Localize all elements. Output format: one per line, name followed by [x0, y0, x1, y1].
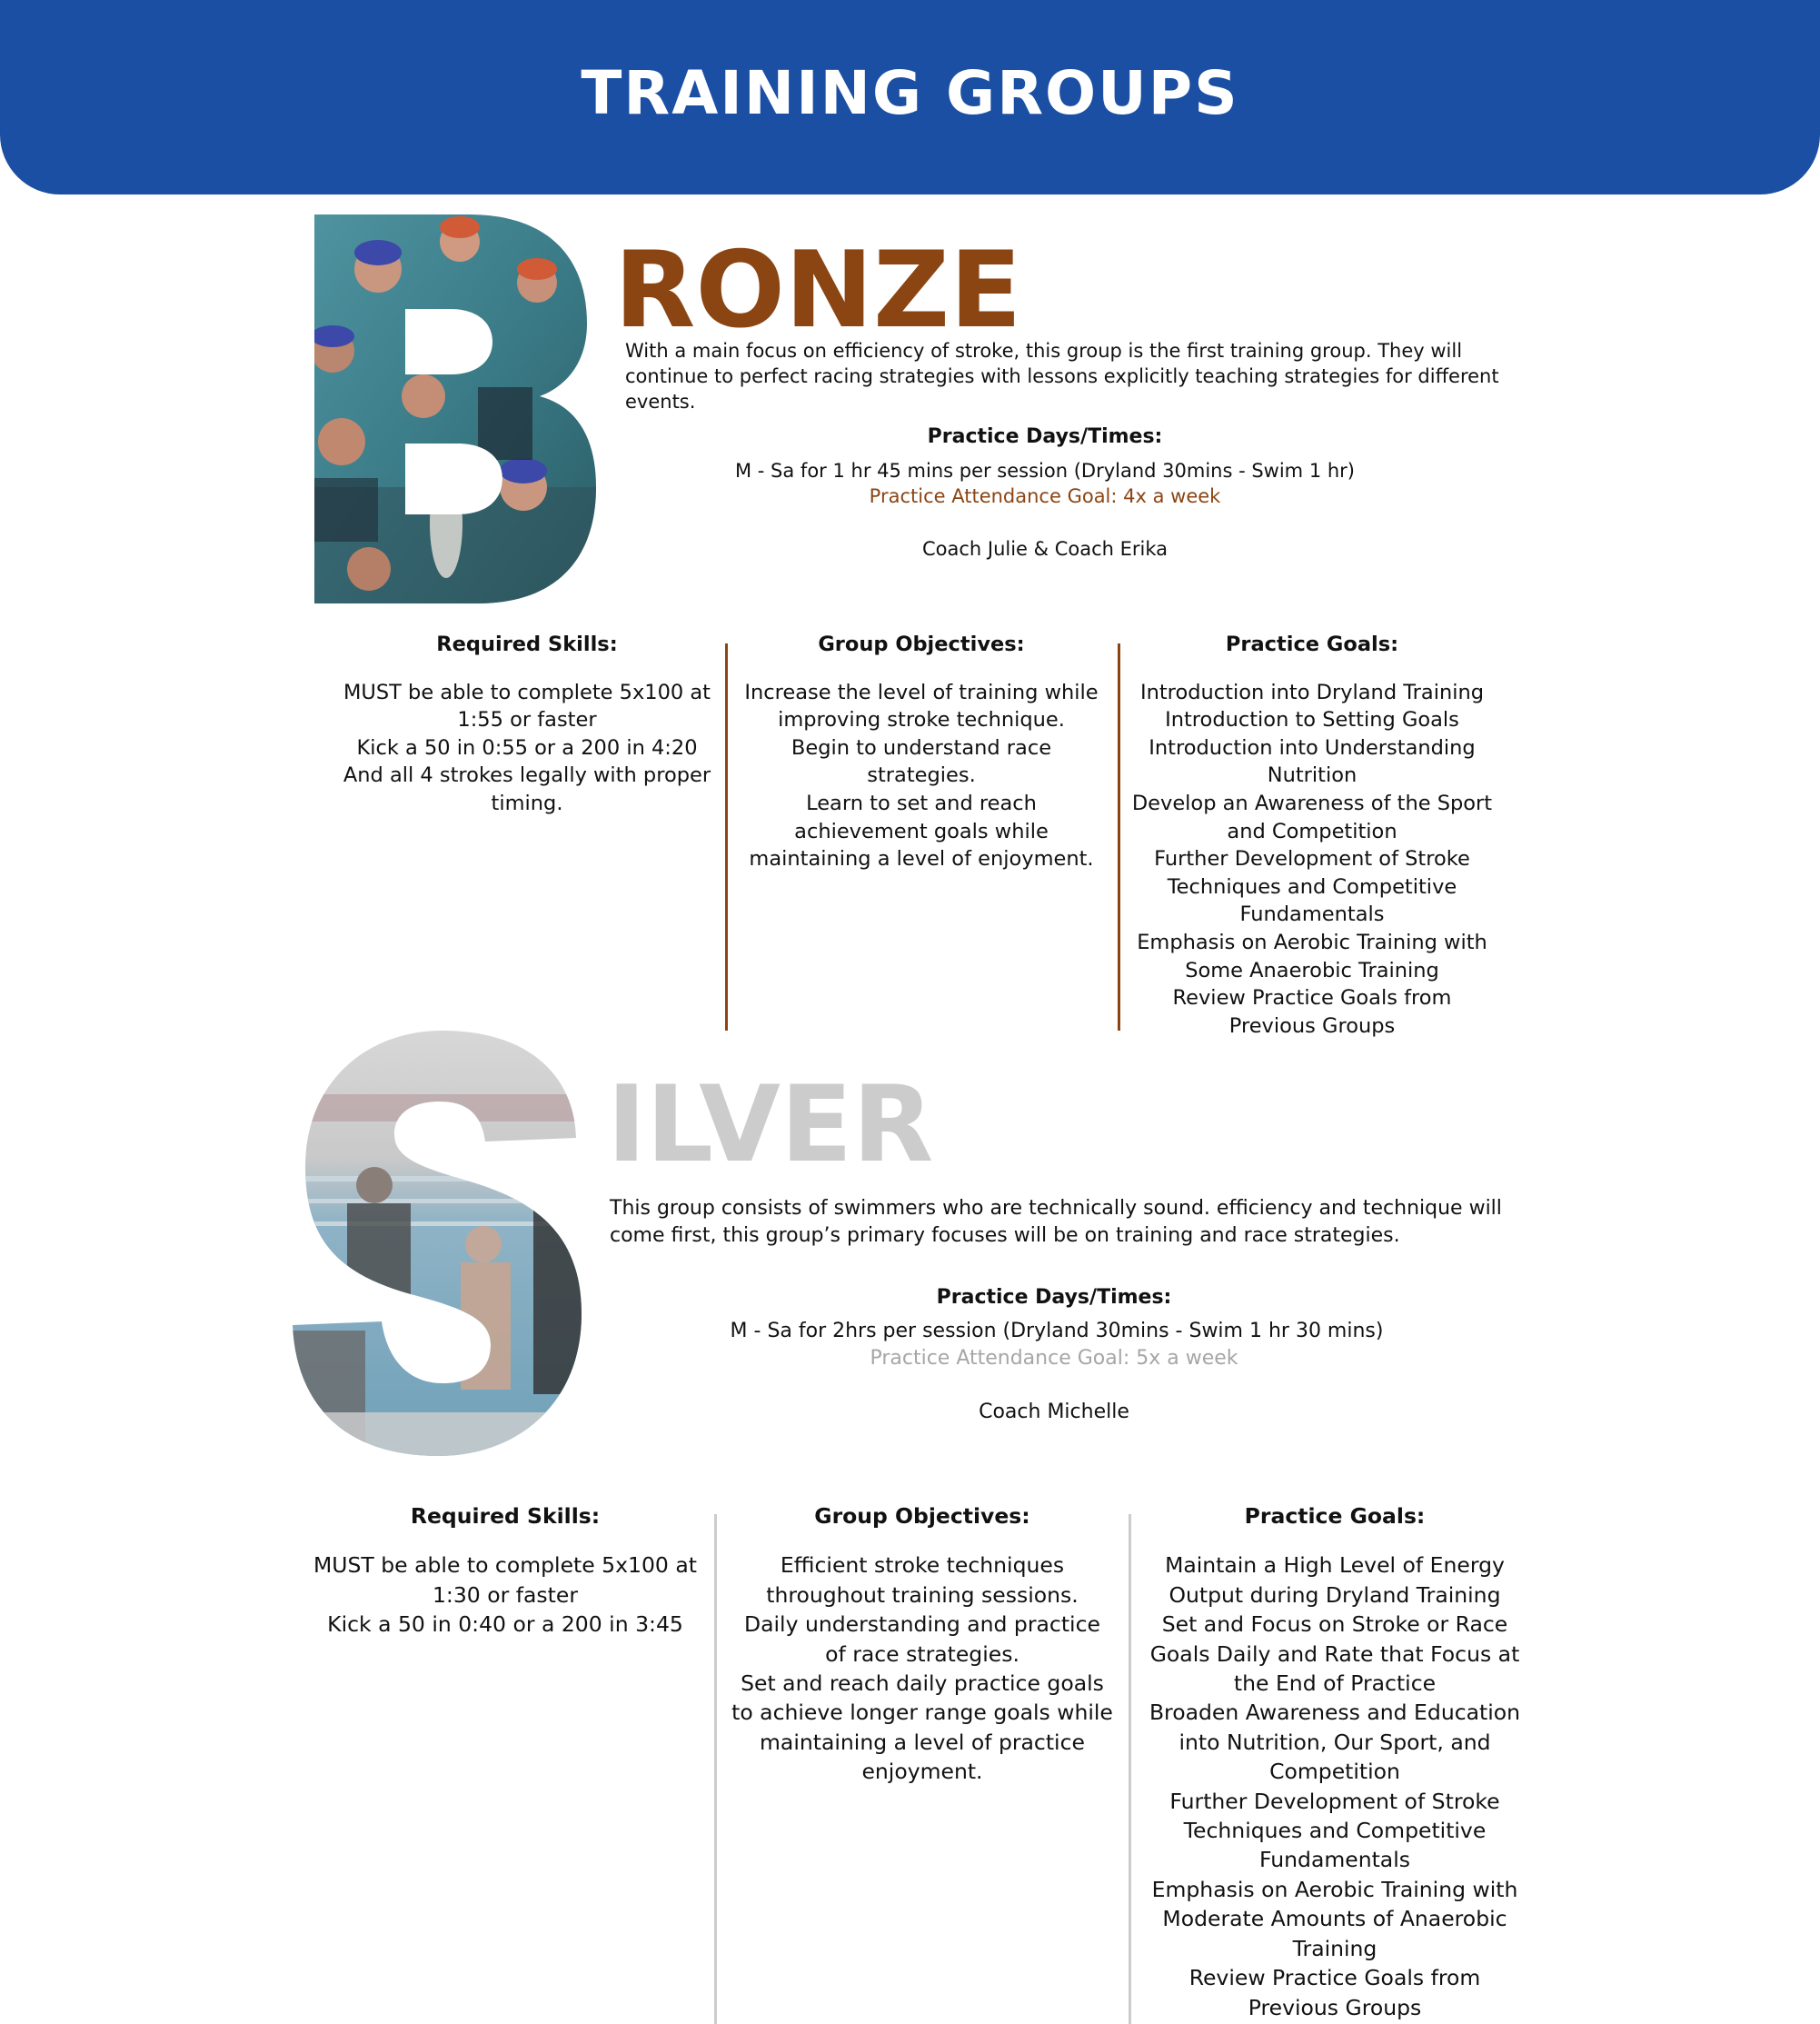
- silver-required-skills: [305, 1501, 705, 1640]
- bronze-group-objectives-title: Group Objectives:: [818, 633, 1025, 656]
- list-item: timing.: [491, 791, 563, 815]
- list-item: Techniques and Competitive: [1167, 874, 1457, 899]
- list-item: Efficient stroke techniques: [780, 1552, 1065, 1579]
- list-item: Develop an Awareness of the Sport: [1131, 791, 1493, 815]
- list-item: Further Development of Stroke: [1169, 1788, 1500, 1814]
- list-item: Techniques and Competitive: [1183, 1818, 1487, 1844]
- list-item: Training: [1292, 1935, 1377, 1961]
- list-item: to achieve longer range goals while: [731, 1700, 1113, 1726]
- list-item: of race strategies.: [825, 1640, 1019, 1667]
- list-item: MUST be able to complete 5x100 at: [343, 680, 711, 704]
- bronze-group-objectives: [738, 631, 1105, 873]
- silver-practice-label: Practice Days/Times:: [936, 1286, 1172, 1309]
- list-item: 1:30 or faster: [432, 1581, 578, 1608]
- list-item: Further Development of Stroke: [1154, 847, 1470, 872]
- list-item: Introduction into Understanding: [1149, 735, 1476, 760]
- bronze-divider-2: [1118, 643, 1120, 1031]
- list-item: maintaining a level of practice: [760, 1729, 1085, 1755]
- bronze-description: With a main focus on efficiency of stroke, this group is the first training group. They will continue to perfect racing strategies with lessons explicitly teaching strategies for different events.: [625, 340, 1499, 413]
- list-item: Set and Focus on Stroke or Race: [1161, 1611, 1508, 1638]
- silver-heading: ILVER: [607, 1063, 934, 1186]
- list-item: throughout training sessions.: [766, 1581, 1079, 1608]
- list-item: Daily understanding and practice: [744, 1611, 1100, 1638]
- list-item: Goals Daily and Rate that Focus at: [1149, 1640, 1520, 1667]
- bronze-coaches: Coach Julie & Coach Erika: [921, 538, 1169, 560]
- list-item: Nutrition: [1267, 763, 1358, 788]
- silver-coaches: Coach Michelle: [979, 1401, 1129, 1423]
- list-item: maintaining a level of enjoyment.: [749, 847, 1094, 872]
- list-item: into Nutrition, Our Sport, and: [1179, 1729, 1491, 1755]
- silver-group-objectives-title: Group Objectives:: [814, 1503, 1030, 1529]
- page-title: TRAINING GROUPS: [581, 58, 1239, 128]
- silver-description: This group consists of swimmers who are technically sound. efficiency and technique will come first, this group’s primary focuses will be on training and race strategies.: [610, 1197, 1502, 1247]
- list-item: Begin to understand race: [791, 735, 1052, 760]
- bronze-divider-1: [725, 643, 728, 1031]
- list-item: And all 4 strokes legally with proper: [343, 763, 711, 788]
- bronze-heading: RONZE: [614, 229, 1022, 352]
- bronze-practice-goals: [1130, 631, 1494, 1040]
- list-item: achievement goals while: [794, 819, 1049, 843]
- list-item: Emphasis on Aerobic Training with: [1151, 1876, 1518, 1902]
- silver-schedule: M - Sa for 2hrs per session (Dryland 30mins - Swim 1 hr 30 mins): [730, 1320, 1384, 1342]
- list-item: Increase the level of training while: [744, 680, 1099, 704]
- bronze-photo-letter-b: [314, 214, 596, 603]
- list-item: Moderate Amounts of Anaerobic: [1162, 1906, 1507, 1932]
- list-item: Introduction into Dryland Training: [1139, 680, 1485, 704]
- list-item: Learn to set and reach: [806, 791, 1037, 815]
- list-item: Maintain a High Level of Energy: [1165, 1552, 1505, 1579]
- list-item: strategies.: [867, 763, 976, 788]
- list-item: Introduction to Setting Goals: [1165, 708, 1459, 733]
- bronze-schedule: M - Sa for 1 hr 45 mins per session (Dryland 30mins - Swim 1 hr): [735, 460, 1355, 482]
- list-item: Review Practice Goals from: [1172, 986, 1452, 1011]
- list-item: Fundamentals: [1259, 1847, 1410, 1873]
- list-item: Fundamentals: [1239, 902, 1385, 927]
- list-item: MUST be able to complete 5x100 at: [313, 1552, 697, 1579]
- list-item: Previous Groups: [1248, 1994, 1422, 2020]
- silver-required-skills-title: Required Skills:: [410, 1503, 601, 1529]
- silver-divider-1: [714, 1514, 717, 2024]
- list-item: and Competition: [1227, 819, 1397, 843]
- bronze-required-skills: [341, 631, 713, 818]
- list-item: Emphasis on Aerobic Training with: [1137, 930, 1487, 954]
- silver-practice-goals: [1139, 1501, 1530, 2022]
- bronze-attendance-goal: Practice Attendance Goal: 4x a week: [869, 485, 1221, 507]
- list-item: the End of Practice: [1233, 1670, 1437, 1697]
- bronze-practice-label: Practice Days/Times:: [927, 425, 1163, 448]
- silver-group-objectives: [727, 1501, 1118, 1787]
- list-item: Output during Dryland Training: [1169, 1581, 1501, 1608]
- bronze-required-skills-title: Required Skills:: [436, 633, 618, 656]
- list-item: Review Practice Goals from: [1188, 1965, 1481, 1991]
- silver-attendance-goal: Practice Attendance Goal: 5x a week: [870, 1347, 1238, 1370]
- list-item: Kick a 50 in 0:40 or a 200 in 3:45: [327, 1611, 683, 1638]
- list-item: Some Anaerobic Training: [1185, 958, 1439, 982]
- list-item: 1:55 or faster: [457, 708, 597, 733]
- silver-photo-letter-s: [293, 1031, 582, 1456]
- list-item: Kick a 50 in 0:55 or a 200 in 4:20: [356, 735, 698, 760]
- bronze-practice-goals-title: Practice Goals:: [1225, 633, 1399, 656]
- list-item: Previous Groups: [1228, 1013, 1396, 1038]
- list-item: improving stroke technique.: [778, 708, 1065, 733]
- silver-divider-2: [1129, 1514, 1131, 2024]
- list-item: Broaden Awareness and Education: [1149, 1700, 1521, 1726]
- list-item: Set and reach daily practice goals: [741, 1670, 1104, 1697]
- list-item: Competition: [1269, 1759, 1400, 1785]
- list-item: enjoyment.: [861, 1759, 983, 1785]
- silver-practice-goals-title: Practice Goals:: [1244, 1503, 1426, 1529]
